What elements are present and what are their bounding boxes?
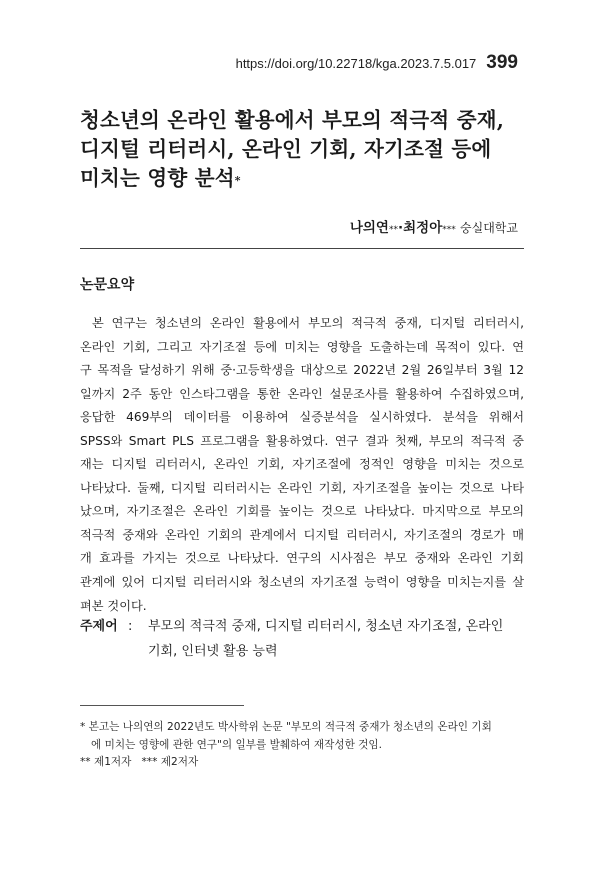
- keywords-block: [80, 614, 540, 664]
- abstract-line: SPSS와 Smart PLS 프로그램을 활용하였다. 연구 결과 첫째, 부모의 적극적 중: [80, 433, 524, 448]
- footnote-1-line-1: * 본고는 나의연의 2022년도 박사학위 논문 "부모의 적극적 중재가 청소년의 온라인 기회: [80, 721, 492, 733]
- abstract-line: 관계에 있어 디지털 리터러시와 청소년의 자기조절 능력이 영향을 미치는지를 살: [80, 575, 524, 590]
- abstract-line: 본 연구는 청소년의 온라인 활용에서 부모의 적극적 중재, 디지털 리터러시,: [92, 316, 524, 330]
- abstract-line: 재는 디지털 리터러시, 온라인 기회, 자기조절에 정적인 영향을 미치는 것으로: [80, 457, 524, 472]
- keywords-line-1: 부모의 적극적 중재, 디지털 리터러시, 청소년 자기조절, 온라인: [148, 619, 504, 634]
- footnote-1-line-2: 에 미치는 영향에 관한 연구"의 일부를 발췌하여 재작성한 것임.: [91, 738, 383, 751]
- page-header: [236, 52, 518, 74]
- title-line-2: 디지털 리터러시, 온라인 기회, 자기조절 등에: [80, 137, 492, 161]
- abstract-line: 났으며, 자기조절은 온라인 기회를 높이는 것으로 나타났다. 마지막으로 부모의: [80, 504, 524, 519]
- abstract-line: 나타났다. 둘째, 디지털 리터러시는 온라인 기회, 자기조절을 높이는 것으로 나타: [80, 480, 524, 495]
- abstract-line: 응답한 469부의 데이터를 이용하여 실증분석을 실시하였다. 분석을 위해서: [80, 410, 524, 425]
- abstract-line: 개 효과를 가지는 것으로 나타났다. 연구의 시사점은 부모 중재와 온라인 기회: [80, 551, 524, 566]
- author-separator: ·: [397, 220, 404, 236]
- author-2-mark: ***: [442, 225, 456, 235]
- abstract-body: [80, 312, 524, 618]
- title-line-3: [80, 164, 530, 195]
- keywords-label: 주제어: [80, 619, 118, 634]
- title-line-1: 청소년의 온라인 활용에서 부모의 적극적 중재,: [80, 108, 505, 132]
- author-1-mark: **: [388, 225, 398, 235]
- author-2-name: 최정아: [403, 220, 443, 236]
- abstract-line: 펴본 것이다.: [80, 598, 147, 613]
- abstract-line: 구 목적을 달성하기 위해 중·고등학생을 대상으로 2022년 2월 26일부터 3월 12: [80, 363, 524, 378]
- keywords-separator: :: [128, 619, 133, 634]
- footnote-divider: [80, 705, 244, 706]
- abstract-line: 일까지 2주 동안 인스타그램을 통한 온라인 설문조사를 활용하여 수집하였으며,: [80, 386, 524, 401]
- abstract-line: 온라인 기회, 그리고 자기조절 등에 미치는 영향을 도출하는데 목적이 있다. 연: [80, 339, 524, 354]
- affiliation: 숭실대학교: [460, 221, 518, 235]
- title-footnote-mark: *: [234, 174, 241, 187]
- doi-link[interactable]: https://doi.org/10.22718/kga.2023.7.5.017: [235, 56, 477, 71]
- footnotes: [80, 719, 530, 772]
- author-1-name: 나의연: [349, 220, 389, 236]
- footnote-2: ** 제1저자 *** 제2저자: [80, 756, 199, 768]
- abstract-line: 적극적 중재와 온라인 기회의 관계에서 디지털 리터러시, 자기조절의 경로가 매: [80, 527, 524, 542]
- abstract-heading: 논문요약: [80, 277, 135, 293]
- keywords-line-2: 기회, 인터넷 활용 능력: [148, 644, 278, 659]
- author-line: [350, 216, 518, 236]
- page-number: 399: [486, 52, 518, 73]
- title-divider: [80, 248, 524, 249]
- paper-title: [80, 106, 530, 195]
- title-line-3-text: 미치는 영향 분석: [80, 166, 235, 190]
